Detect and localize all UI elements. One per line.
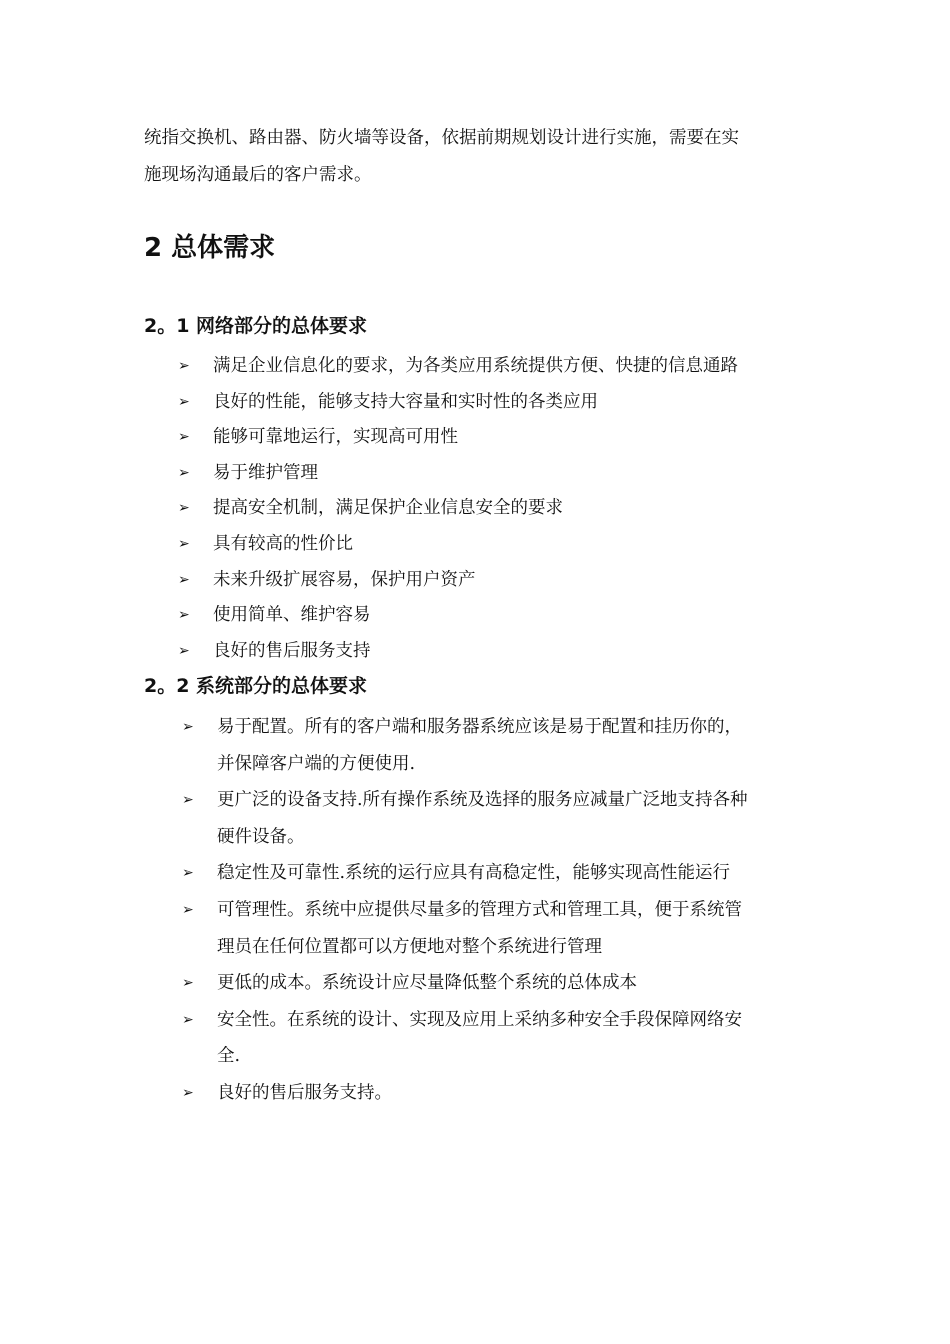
list-item (182, 1002, 812, 1075)
list-item-text: 更低的成本。系统设计应尽量降低整个系统的总体成本 (217, 973, 637, 994)
list-item (178, 527, 818, 563)
arrow-bullet-icon: ➢ (182, 1084, 194, 1101)
list-item-text: 安全性。在系统的设计、实现及应用上采纳多种安全手段保障网络安 (217, 1009, 742, 1030)
list-item-text: 未来升级扩展容易，保护用户资产 (213, 569, 476, 590)
list-item-text: 易于配置。所有的客户端和服务器系统应该是易于配置和挂历你的， (217, 717, 742, 737)
list-item (182, 709, 812, 782)
subsection-heading-network: 2。1 网络部分的总体要求 (144, 315, 368, 337)
list-item-text: 稳定性及可靠性.系统的运行应具有高稳定性，能够实现高性能运行 (217, 863, 731, 884)
list-item-text: 更广泛的设备支持.所有操作系统及选择的服务应减量广泛地支持各种 (217, 790, 748, 811)
intro-line: 统指交换机、路由器、防火墙等设备，依据前期规划设计进行实施，需要在实 (144, 128, 739, 148)
list-item (182, 965, 812, 1002)
list-item-text: 良好的性能，能够支持大容量和实时性的各类应用 (213, 391, 598, 412)
arrow-bullet-icon: ➢ (178, 571, 190, 588)
arrow-bullet-icon: ➢ (182, 901, 194, 918)
list-item (182, 892, 812, 965)
list-item-text: 良好的售后服务支持 (213, 640, 371, 661)
arrow-bullet-icon: ➢ (178, 607, 190, 624)
list-item-text-continued: 并保障客户端的方便使用. (217, 753, 416, 774)
list-item-text: 具有较高的性价比 (213, 533, 353, 554)
arrow-bullet-icon: ➢ (182, 1011, 194, 1028)
list-item-text: 易于维护管理 (213, 462, 318, 483)
list-item-text-continued: 全. (217, 1046, 241, 1067)
list-item (178, 634, 818, 670)
arrow-bullet-icon: ➢ (178, 500, 190, 517)
list-item-text-continued: 硬件设备。 (217, 826, 305, 847)
intro-paragraph (144, 120, 808, 194)
arrow-bullet-icon: ➢ (178, 393, 190, 410)
arrow-bullet-icon: ➢ (178, 535, 190, 552)
list-item-text: 使用简单、维护容易 (213, 605, 371, 626)
network-requirements-list (178, 349, 818, 669)
arrow-bullet-icon: ➢ (178, 358, 190, 374)
arrow-bullet-icon: ➢ (178, 429, 190, 446)
list-item-text: 提高安全机制，满足保护企业信息安全的要求 (213, 498, 563, 519)
arrow-bullet-icon: ➢ (182, 975, 194, 992)
list-item (178, 385, 818, 421)
list-item (182, 1075, 812, 1112)
intro-line: 施现场沟通最后的客户需求。 (144, 165, 372, 185)
list-item-text: 能够可靠地运行，实现高可用性 (213, 427, 458, 448)
list-item-text: 满足企业信息化的要求，为各类应用系统提供方便、快捷的信息通路 (213, 356, 738, 376)
list-item (178, 420, 818, 456)
section-heading-overall-requirements: 2 总体需求 (144, 233, 276, 263)
list-item-text: 良好的售后服务支持。 (217, 1082, 392, 1103)
list-item (182, 855, 812, 892)
list-item (178, 456, 818, 492)
arrow-bullet-icon: ➢ (178, 464, 190, 481)
list-item (178, 563, 818, 599)
list-item-text: 可管理性。系统中应提供尽量多的管理方式和管理工具，便于系统管 (217, 899, 742, 920)
list-item (178, 349, 818, 385)
arrow-bullet-icon: ➢ (182, 719, 194, 735)
list-item (178, 491, 818, 527)
list-item (182, 782, 812, 855)
subsection-heading-system: 2。2 系统部分的总体要求 (144, 675, 368, 697)
list-item (178, 598, 818, 634)
system-requirements-list (182, 709, 812, 1112)
list-item-text-continued: 理员在任何位置都可以方便地对整个系统进行管理 (217, 936, 602, 957)
arrow-bullet-icon: ➢ (182, 865, 194, 882)
arrow-bullet-icon: ➢ (182, 792, 194, 809)
arrow-bullet-icon: ➢ (178, 642, 190, 659)
